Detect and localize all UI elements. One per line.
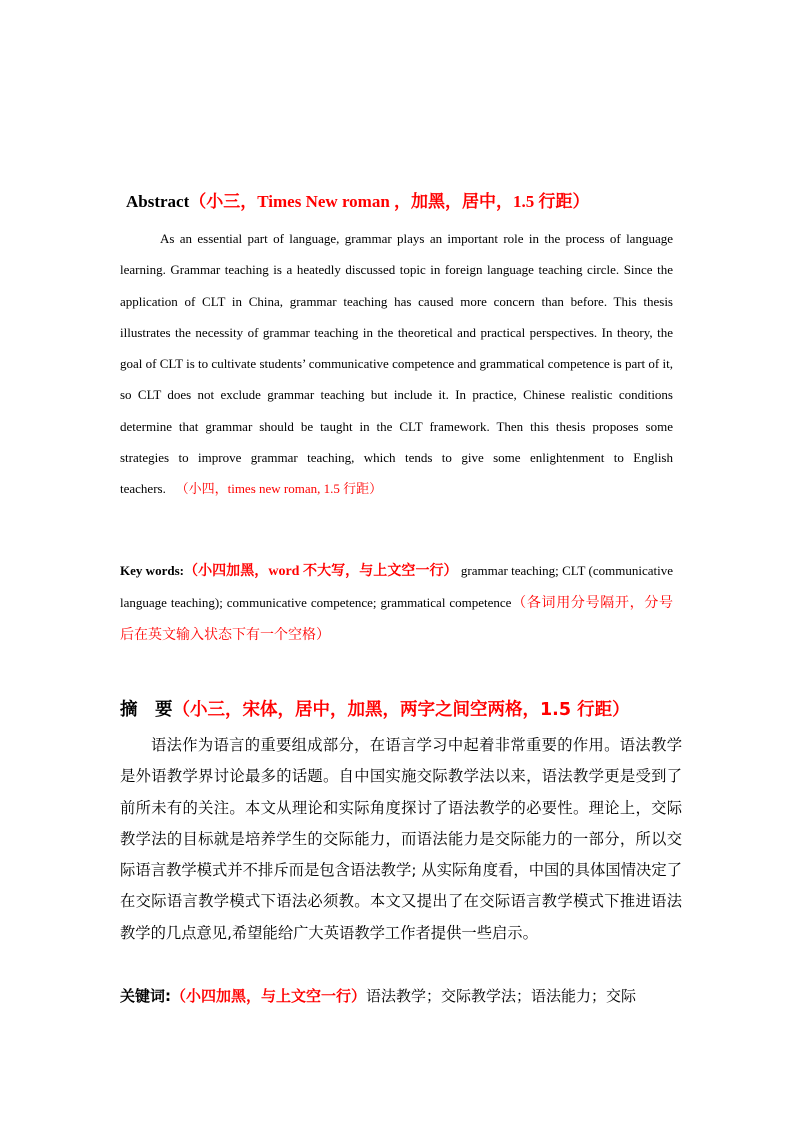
keywords-label-note: （小四加黑，word 不大写，与上文空一行）: [183, 564, 458, 579]
abstract-heading-text: Abstract: [126, 192, 190, 211]
abstract-body-text: As an essential part of language, grammar plays an important role in the process of language learning. Grammar teaching is a heatedly discussed topic in foreign language teaching circle. Since the application of CLT in China, grammar teaching has caused more concern than before. This thesis illustrates the necessity of grammar teaching in the theoretical and practical perspectives. In theory, the goal of CLT is to cultivate students’ communicative competence and grammatical competence is part of it, so CLT does not exclude grammar teaching but include it. In practice, Chinese realistic conditions determine that grammar should be taught in the CLT framework. Then this thesis proposes some strategies to improve grammar teaching, which tends to give some enlightenment to English teachers.: [120, 231, 673, 497]
zh-keywords-text: 语法教学；交际教学法；语法能力；交际: [366, 987, 637, 1005]
abstract-heading-note: （小三，Times New roman ，加黑，居中，1.5 行距）: [189, 192, 590, 211]
zh-heading-note: （小三，宋体，居中，加黑，两字之间空两格，1.5 行距）: [172, 700, 630, 720]
chinese-keywords: [120, 981, 682, 1012]
zh-heading-text: 摘 要: [120, 700, 173, 720]
keywords-label: Key words:: [120, 563, 184, 578]
keywords-text-note: （各词用分号隔开，分号后在英文输入状态下有一个空格）: [120, 596, 674, 643]
english-abstract-heading: [126, 190, 686, 214]
zh-keywords-label: 关键词:: [120, 987, 171, 1005]
chinese-abstract-body: 语法作为语言的重要组成部分，在语言学习中起着非常重要的作用。语法教学是外语教学界讨论最多的话题。自中国实施交际教学法以来，语法教学更是受到了前所未有的关注。本文从理论和实际角度探讨了语法教学的必要性。理论上，交际教学法的目标就是培养学生的交际能力，而语法能力是交际能力的一部分，所以交际语言教学模式并不排斥而是包含语法教学; 从实际角度看，中国的具体国情决定了在交际语言教学模式下语法必须教。本文又提出了在交际语言教学模式下推进语法教学的几点意见,希望能给广大英语教学工作者提供一些启示。: [120, 736, 682, 942]
chinese-abstract-heading: [120, 696, 700, 724]
abstract-body-note: （小四，times new roman, 1.5 行距）: [175, 481, 383, 497]
english-keywords: [120, 555, 673, 651]
zh-keywords-label-note: （小四加黑，与上文空一行）: [171, 987, 367, 1005]
english-abstract-body: [120, 223, 673, 505]
keywords-text: grammar teaching; CLT (communicative language teaching); communicative competence; grammatical competence: [120, 563, 673, 610]
